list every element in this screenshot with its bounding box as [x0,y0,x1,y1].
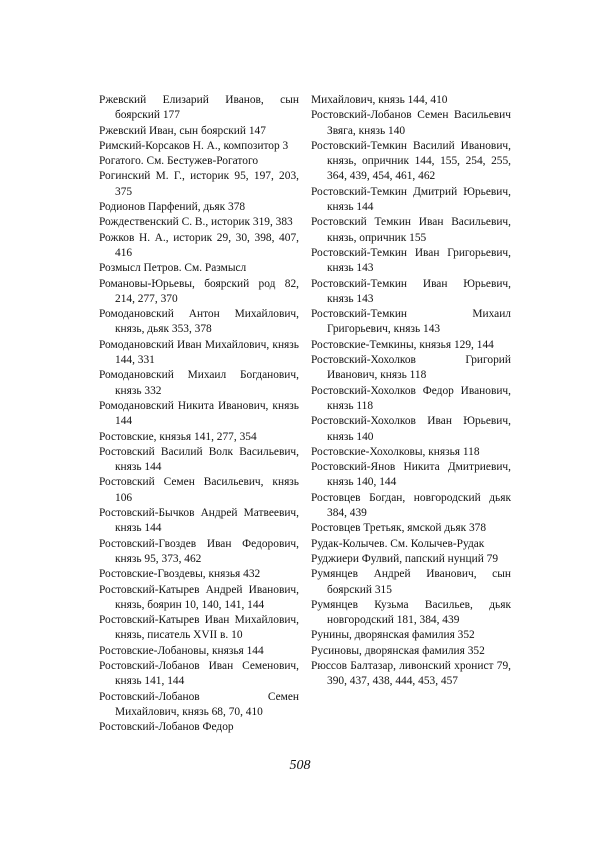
index-entry: Ростовский Темкин Иван Васильевич, князь, опричник 155 [311,216,511,244]
index-entry: Ромодановский Иван Михайлович, князь 144, 331 [99,338,299,367]
index-entry: Рудак-Колычев. См. Колычев-Рудак [311,537,485,550]
index-entry: Ростовский Семен Васильевич, князь 106 [99,476,299,504]
index-entry: Рогинский М. Г., историк 95, 197, 203, 375 [99,170,299,198]
index-entry: Ростовский-Лобанов Иван Семенович, князь 141, 144 [99,659,299,688]
index-entry: Ростовские-Лобановы, князья 144 [99,644,264,657]
index-entry: Ростовские-Темкины, князья 129, 144 [311,338,494,351]
index-entry: Ростовские, князья 141, 277, 354 [99,430,257,443]
index-entry: Ростовский-Темкин Иван Григорьевич, князь 143 [311,246,511,275]
index-column-right [311,93,511,690]
page-number: 508 [289,758,311,773]
index-entry: Ростовцев Третьяк, ямской дьяк 378 [311,522,487,535]
index-entry: Ростовский-Лобанов Федор [99,721,234,734]
index-entry: Рюссов Балтазар, ливонский хронист 79, 390, 437, 438, 444, 453, 457 [311,659,511,688]
index-entry: Ростовский-Темкин Василий Иванович, князь, опричник 144, 155, 254, 255, 364, 439, 454, 461, 462 [311,139,511,183]
index-entry: Ростовский-Темкин Михаил Григорьевич, князь 143 [311,308,511,336]
index-entry: Романовы-Юрьевы, боярский род 82, 214, 277, 370 [99,277,299,305]
index-entry: Рожков Н. А., историк 29, 30, 398, 407, 416 [99,231,299,259]
index-entry: Михайлович, князь 144, 410 [311,94,448,106]
index-entry: Ростовский-Гвоздев Иван Федорович, князь 95, 373, 462 [99,537,299,565]
index-entry: Ржевский Елизарий Иванов, сын боярский 177 [99,94,299,122]
index-entry: Ростовский-Янов Никита Дмитриевич, князь 140, 144 [311,461,511,489]
index-entry: Ржевский Иван, сын боярский 147 [99,124,266,137]
index-entry: Ростовский-Темкин Иван Юрьевич, князь 143 [311,277,511,305]
index-entry: Ростовские-Гвоздевы, князья 432 [99,568,261,581]
index-entry: Русиновы, дворянская фамилия 352 [311,644,485,657]
index-entry: Ростовский-Хохолков Федор Иванович, князь 118 [311,384,511,412]
index-entry: Рождественский С. В., историк 319, 383 [99,216,293,229]
index-entry: Рунины, дворянская фамилия 352 [311,629,475,642]
index-entry: Ростовцев Богдан, новгородский дьяк 384, 439 [311,491,511,520]
index-entry: Розмысл Петров. См. Размысл [99,262,247,275]
index-entry: Ромодановский Никита Иванович, князь 144 [99,399,299,428]
index-entry: Ромодановский Антон Михайлович, князь, дьяк 353, 378 [99,308,299,336]
index-entry: Рогатого. См. Бестужев-Рогатого [99,155,259,168]
index-entry: Ростовский-Катырев Иван Михайлович, князь, писатель XVII в. 10 [99,614,299,642]
index-entry: Ростовский-Лобанов Семен Васильевич Звяга, князь 140 [311,109,511,137]
index-entry: Ростовский-Хохолков Иван Юрьевич, князь 140 [311,415,511,443]
index-column-left [99,93,299,735]
index-entry: Румянцев Андрей Иванович, сын боярский 315 [311,568,511,596]
index-entry: Римский-Корсаков Н. А., композитор 3 [99,139,289,152]
index-entry: Румянцев Кузьма Васильев, дьяк новгородский 181, 384, 439 [311,598,511,627]
index-entry: Ростовский-Бычков Андрей Матвеевич, князь 144 [99,507,299,535]
index-entry: Руджиери Фулвий, папский нунций 79 [311,552,499,565]
index-entry: Ростовский-Темкин Дмитрий Юрьевич, князь 144 [311,185,511,214]
index-entry: Ростовский Василий Волк Васильевич, князь 144 [99,445,299,474]
index-entry: Ромодановский Михаил Богданович, князь 332 [99,369,299,397]
index-entry: Ростовский-Лобанов Семен Михайлович, князь 68, 70, 410 [99,690,299,718]
index-entry: Ростовский-Катырев Андрей Иванович, князь, боярин 10, 140, 141, 144 [99,583,299,611]
index-entry: Ростовский-Хохолков Григорий Иванович, князь 118 [311,354,511,382]
index-entry: Родионов Парфений, дьяк 378 [99,201,246,214]
index-entry: Ростовские-Хохолковы, князья 118 [311,445,480,458]
